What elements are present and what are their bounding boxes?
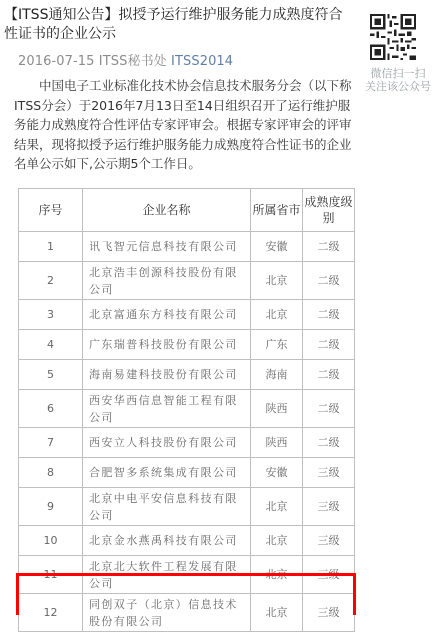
row-no: 2 (19, 262, 83, 300)
table-row (19, 262, 355, 300)
header-company: 企业名称 (83, 189, 251, 232)
row-level: 二级 (303, 262, 355, 300)
table-row (19, 594, 355, 632)
row-company: 海南易建科技股份有限公司 (83, 360, 251, 390)
row-no: 5 (19, 360, 83, 390)
table-row (19, 428, 355, 458)
table-row (19, 330, 355, 360)
row-level: 三级 (303, 594, 355, 632)
header-level: 成熟度级别 (303, 189, 355, 232)
row-no: 3 (19, 300, 83, 330)
row-province: 海南 (251, 360, 303, 390)
article-title: 【ITSS通知公告】拟授予运行维护服务能力成熟度符合性证书的企业公示 (4, 7, 343, 42)
row-level: 二级 (303, 428, 355, 458)
article-meta (18, 50, 233, 69)
row-company: 西安立人科技股份有限公司 (83, 428, 251, 458)
table-row (19, 526, 355, 556)
row-company: 北京金水燕禹科技有限公司 (83, 526, 251, 556)
table-row (19, 458, 355, 488)
row-company: 广东瑞普科技股份有限公司 (83, 330, 251, 360)
header-province: 所属省市 (251, 189, 303, 232)
row-level: 三级 (303, 488, 355, 526)
row-no: 8 (19, 458, 83, 488)
table-row (19, 390, 355, 428)
row-no: 12 (19, 594, 83, 632)
row-no: 4 (19, 330, 83, 360)
qr-code-icon[interactable] (370, 14, 416, 60)
table-row (19, 556, 355, 594)
row-company: 北京浩丰创源科技股份有限公司 (83, 262, 251, 300)
account-link[interactable]: ITSS2014 (171, 54, 234, 69)
row-level: 二级 (303, 300, 355, 330)
header-no: 序号 (19, 189, 83, 232)
table-row (19, 232, 355, 262)
row-no: 9 (19, 488, 83, 526)
row-no: 7 (19, 428, 83, 458)
article-date: 2016-07-15 (18, 54, 95, 69)
company-table (18, 188, 354, 632)
article-body: 中国电子工业标准化技术协会信息技术服务分会（以下称ITSS分会）于2016年7月13日至14日组织召开了运行维护服务能力成熟度符合性评估专家评审会。根据专家评审会的评审结果，现将拟授予运行维护服务能力成熟度符合性证书的企业名单公示如下,公示期5个工作日。 (14, 78, 352, 171)
row-no: 6 (19, 390, 83, 428)
qr-caption-line1: 微信扫一扫 (370, 67, 426, 80)
article-author[interactable]: ITSS秘书处 (98, 54, 167, 69)
row-level: 二级 (303, 360, 355, 390)
table-row (19, 300, 355, 330)
table-row (19, 360, 355, 390)
row-province: 广东 (251, 330, 303, 360)
row-province: 安徽 (251, 232, 303, 262)
row-company: 北京富通东方科技有限公司 (83, 300, 251, 330)
row-no: 10 (19, 526, 83, 556)
row-level: 三级 (303, 556, 355, 594)
row-no: 1 (19, 232, 83, 262)
row-level: 二级 (303, 232, 355, 262)
row-province: 安徽 (251, 458, 303, 488)
row-province: 陕西 (251, 390, 303, 428)
table-row (19, 488, 355, 526)
row-company: 西安华西信息智能工程有限公司 (83, 390, 251, 428)
row-level: 二级 (303, 390, 355, 428)
row-level: 三级 (303, 526, 355, 556)
row-company: 北京中电平安信息科技有限公司 (83, 488, 251, 526)
row-province: 北京 (251, 556, 303, 594)
row-province: 北京 (251, 488, 303, 526)
row-company: 合肥智多系统集成有限公司 (83, 458, 251, 488)
row-no: 11 (19, 556, 83, 594)
row-province: 陕西 (251, 428, 303, 458)
row-company: 北京北大软件工程发展有限公司 (83, 556, 251, 594)
row-province: 北京 (251, 526, 303, 556)
row-province: 北京 (251, 594, 303, 632)
row-province: 北京 (251, 300, 303, 330)
row-company: 讯飞智元信息科技有限公司 (83, 232, 251, 262)
row-company: 同创双子（北京）信息技术股份有限公司 (83, 594, 251, 632)
qr-caption-line2: 关注该公众号 (365, 80, 431, 93)
qr-caption (358, 67, 438, 93)
row-province: 北京 (251, 262, 303, 300)
row-level: 二级 (303, 330, 355, 360)
table-header-row (19, 189, 355, 232)
row-level: 三级 (303, 458, 355, 488)
